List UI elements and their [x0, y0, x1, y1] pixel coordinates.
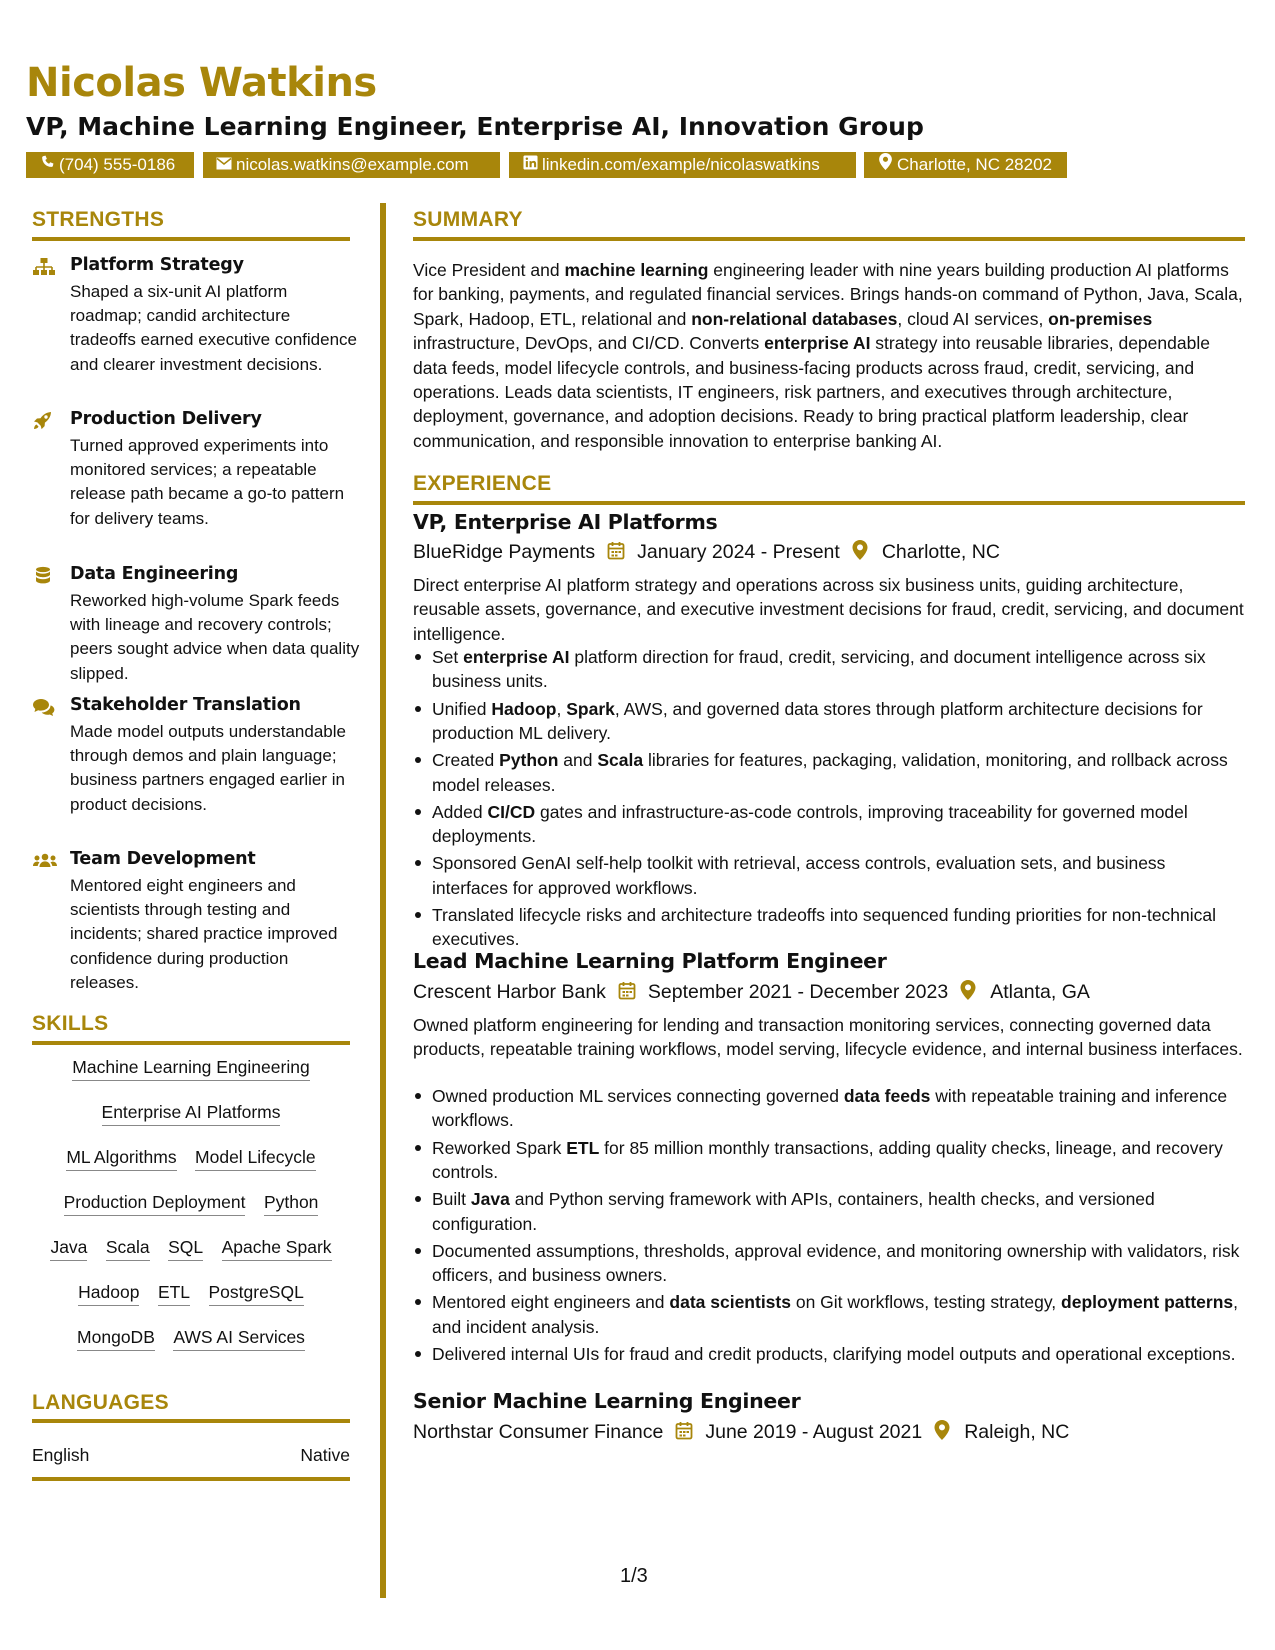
- bullet-item: [413, 1187, 1243, 1236]
- summary-rule: [413, 237, 1245, 241]
- job-company: Northstar Consumer Finance: [413, 1421, 664, 1443]
- job-location: Raleigh, NC: [964, 1421, 1070, 1443]
- location-pin-icon: [934, 1420, 954, 1446]
- skills-heading: SKILLS: [32, 1012, 109, 1035]
- bold-keyword: non-relational databases: [691, 308, 898, 329]
- language-level: Native: [300, 1445, 350, 1465]
- bold-keyword: enterprise AI: [764, 333, 871, 354]
- bold-keyword: machine learning: [564, 260, 709, 280]
- text-run: Translated lifecycle risks and architecture tradeoffs into sequenced funding priorities for non-technical executives.: [432, 905, 1217, 950]
- bold-keyword: Spark: [566, 698, 615, 719]
- bullet-item: [413, 1136, 1243, 1185]
- skill-tag: ETL: [158, 1282, 190, 1306]
- languages-bottom-rule: [32, 1477, 350, 1481]
- bold-keyword: on-premises: [1048, 308, 1153, 329]
- bold-keyword: enterprise AI: [463, 647, 570, 667]
- languages-heading: LANGUAGES: [32, 1391, 169, 1414]
- column-divider: [380, 203, 386, 1598]
- bullet-item: [413, 1342, 1243, 1366]
- bold-keyword: Hadoop: [491, 698, 557, 719]
- bullet-item: [413, 903, 1243, 952]
- skill-tag: Model Lifecycle: [195, 1147, 316, 1171]
- skill-tag: Python: [264, 1192, 318, 1216]
- text-run: for 85 million monthly transactions, adding quality checks, lineage, and recovery controls.: [432, 1137, 1223, 1183]
- bold-keyword: data feeds: [843, 1086, 931, 1106]
- skill-tag: Machine Learning Engineering: [72, 1057, 309, 1081]
- summary-text: [413, 258, 1243, 453]
- job-description: Owned platform engineering for lending and transaction monitoring services, connecting governed data products, repeatable training workflows, model serving, lifecycle evidence, and internal business interfaces.: [413, 1015, 1243, 1060]
- strength-desc: Shaped a six-unit AI platform roadmap; candid architecture tradeoffs earned executive confidence and clearer investment decisions.: [70, 282, 357, 374]
- skills-row: [32, 1282, 350, 1306]
- bold-keyword: CI/CD: [487, 801, 536, 822]
- skills-rule: [32, 1041, 350, 1045]
- skill-tag: Java: [50, 1237, 87, 1261]
- text-run: gates and infrastructure-as-code controls, improving traceability for governed model deployments.: [432, 801, 1188, 847]
- bullet-item: [413, 697, 1243, 746]
- email-text: nicolas.watkins@example.com: [236, 155, 469, 174]
- skill-tag: Apache Spark: [222, 1237, 332, 1261]
- skills-row: [32, 1237, 350, 1261]
- bullet-item: [413, 1084, 1243, 1133]
- text-run: and Python serving framework with APIs, containers, health checks, and versioned configuration.: [432, 1189, 1155, 1234]
- text-run: platform direction for fraud, credit, servicing, and document intelligence across six business units.: [432, 647, 1206, 692]
- bold-keyword: deployment patterns: [1061, 1292, 1234, 1313]
- bullet-item: [413, 748, 1243, 797]
- job-location: Atlanta, GA: [990, 981, 1090, 1003]
- calendar-icon: [618, 981, 638, 1006]
- linkedin-text: linkedin.com/example/nicolaswatkins: [542, 155, 820, 174]
- job-title: Lead Machine Learning Platform Engineer: [413, 949, 887, 973]
- language-item: [32, 1445, 350, 1466]
- chat-bubbles-icon: [32, 697, 58, 717]
- bullet-item: [413, 800, 1243, 849]
- skill-tag: SQL: [168, 1237, 203, 1261]
- skill-tag: Scala: [106, 1237, 150, 1261]
- page-number: 1/3: [620, 1565, 648, 1587]
- text-run: , and incident analysis.: [432, 1292, 1239, 1337]
- org-chart-icon: [32, 257, 58, 277]
- strength-title: Stakeholder Translation: [70, 695, 301, 715]
- calendar-icon: [607, 541, 627, 566]
- team-icon: [32, 851, 58, 871]
- experience-heading: EXPERIENCE: [413, 472, 552, 495]
- bold-keyword: Java: [470, 1189, 510, 1210]
- strength-desc: Reworked high-volume Spark feeds with lineage and recovery controls; peers sought advice when data quality slipped.: [70, 591, 360, 683]
- bullet-item: [413, 851, 1243, 900]
- job-meta: [413, 1420, 1069, 1446]
- text-run: Added: [432, 801, 488, 822]
- text-run: , AWS, and governed data stores through platform architecture decisions for production ML delivery.: [432, 698, 1203, 744]
- strength-desc: Mentored eight engineers and scientists through testing and incidents; shared practice improved confidence during production releases.: [70, 876, 338, 992]
- job-location: Charlotte, NC: [881, 541, 1000, 563]
- skill-tag: MongoDB: [77, 1327, 155, 1351]
- text-run: and: [558, 750, 598, 771]
- email-icon: [215, 152, 233, 178]
- location-pin-icon: [960, 980, 980, 1006]
- job-company: BlueRidge Payments: [413, 541, 596, 563]
- summary-heading: SUMMARY: [413, 208, 523, 231]
- text-run: with repeatable training and inference workflows.: [432, 1086, 1228, 1131]
- candidate-name: Nicolas Watkins: [26, 60, 377, 106]
- bullet-item: [413, 1290, 1243, 1339]
- text-run: Set: [432, 647, 464, 667]
- bold-keyword: data scientists: [669, 1292, 791, 1313]
- phone-icon: [38, 152, 56, 178]
- skill-tag: Enterprise AI Platforms: [102, 1102, 281, 1126]
- job-dates: June 2019 - August 2021: [705, 1421, 923, 1443]
- location-text: Charlotte, NC 28202: [897, 155, 1052, 174]
- skill-tag: AWS AI Services: [173, 1327, 305, 1351]
- skill-tag: PostgreSQL: [209, 1282, 304, 1306]
- strength-desc: Turned approved experiments into monitored services; a repeatable release path became a go-to pattern for delivery teams.: [70, 436, 345, 528]
- text-run: Delivered internal UIs for fraud and credit products, clarifying model outputs and operational exceptions.: [432, 1344, 1236, 1365]
- bold-keyword: Python: [499, 750, 559, 771]
- job-meta: [413, 980, 1090, 1006]
- strengths-heading: STRENGTHS: [32, 208, 165, 231]
- job-title: Senior Machine Learning Engineer: [413, 1389, 801, 1413]
- strength-title: Production Delivery: [70, 409, 262, 429]
- strength-title: Platform Strategy: [70, 255, 244, 275]
- text-run: Reworked Spark: [432, 1137, 567, 1158]
- text-run: , cloud AI services,: [897, 308, 1049, 329]
- text-run: Created: [432, 750, 500, 771]
- candidate-title: VP, Machine Learning Engineer, Enterprise AI, Innovation Group: [26, 112, 924, 141]
- email-contact[interactable]: [203, 152, 500, 178]
- skills-row: [32, 1327, 350, 1351]
- database-icon: [32, 566, 58, 586]
- language-name: English: [32, 1445, 90, 1465]
- calendar-icon: [675, 1421, 695, 1446]
- skill-tag: Hadoop: [78, 1282, 139, 1306]
- text-run: libraries for features, packaging, validation, monitoring, and rollback across model releases.: [432, 750, 1228, 795]
- text-run: engineering leader with nine years building production AI platforms for banking, payments, and regulated financial services. Brings hands-on command of Python, Java, Scala, Spark, Hadoop, ETL, relational and: [413, 260, 1243, 329]
- skills-row: [32, 1102, 350, 1126]
- linkedin-contact[interactable]: [509, 152, 856, 178]
- text-run: Mentored eight engineers and: [432, 1292, 670, 1313]
- text-run: strategy into reusable libraries, dependable data feeds, model lifecycle controls, and business-facing products across fraud, credit, servicing, and operations. Leads data scientists, IT engineers, risk partners, and executives through architecture, deployment, governance, and adoption decisions. Ready to bring practical platform leadership, clear communication, and responsible innovation to enterprise banking AI.: [413, 333, 1210, 451]
- job-dates: January 2024 - Present: [637, 541, 840, 563]
- phone-contact[interactable]: [26, 152, 194, 178]
- experience-rule: [413, 501, 1245, 505]
- location-pin-icon: [876, 152, 894, 178]
- location-contact: [864, 152, 1067, 178]
- languages-rule: [32, 1419, 350, 1423]
- skill-tag: ML Algorithms: [66, 1147, 176, 1171]
- strength-desc: Made model outputs understandable through demos and plain language; business partners engaged earlier in product decisions.: [70, 722, 346, 814]
- text-run: Unified: [432, 698, 492, 719]
- location-pin-icon: [852, 540, 872, 566]
- bold-keyword: Scala: [597, 750, 644, 771]
- bullet-item: [413, 1239, 1243, 1288]
- job-company: Crescent Harbor Bank: [413, 981, 606, 1003]
- rocket-icon: [32, 411, 58, 431]
- strength-title: Data Engineering: [70, 564, 239, 584]
- skills-row: [32, 1147, 350, 1171]
- skills-row: [32, 1057, 350, 1081]
- phone-text: (704) 555-0186: [59, 155, 176, 174]
- job-bullets: [413, 1084, 1243, 1369]
- skills-row: [32, 1192, 350, 1216]
- text-run: infrastructure, DevOps, and CI/CD. Converts: [413, 333, 765, 354]
- bullet-item: [413, 645, 1243, 694]
- text-run: ,: [556, 698, 567, 719]
- text-run: Vice President and: [413, 260, 565, 280]
- text-run: Documented assumptions, thresholds, approval evidence, and monitoring ownership with validators, risk officers, and business owners.: [432, 1240, 1240, 1286]
- job-title: VP, Enterprise AI Platforms: [413, 510, 718, 534]
- job-meta: [413, 540, 1000, 566]
- text-run: on Git workflows, testing strategy,: [790, 1292, 1062, 1313]
- linkedin-icon: [521, 152, 539, 178]
- job-bullets: [413, 645, 1243, 955]
- strength-title: Team Development: [70, 849, 256, 869]
- job-dates: September 2021 - December 2023: [647, 981, 949, 1003]
- bold-keyword: ETL: [566, 1137, 600, 1158]
- text-run: Owned production ML services connecting governed: [432, 1086, 844, 1106]
- strengths-rule: [32, 237, 350, 241]
- job-description: Direct enterprise AI platform strategy and operations across six business units, guiding architecture, reusable assets, governance, and executive investment decisions for fraud, credit, servicing, and document intelligence.: [413, 575, 1244, 644]
- text-run: Built: [432, 1189, 471, 1210]
- text-run: Sponsored GenAI self-help toolkit with retrieval, access controls, evaluation sets, and business interfaces for approved workflows.: [432, 853, 1166, 898]
- skill-tag: Production Deployment: [64, 1192, 246, 1216]
